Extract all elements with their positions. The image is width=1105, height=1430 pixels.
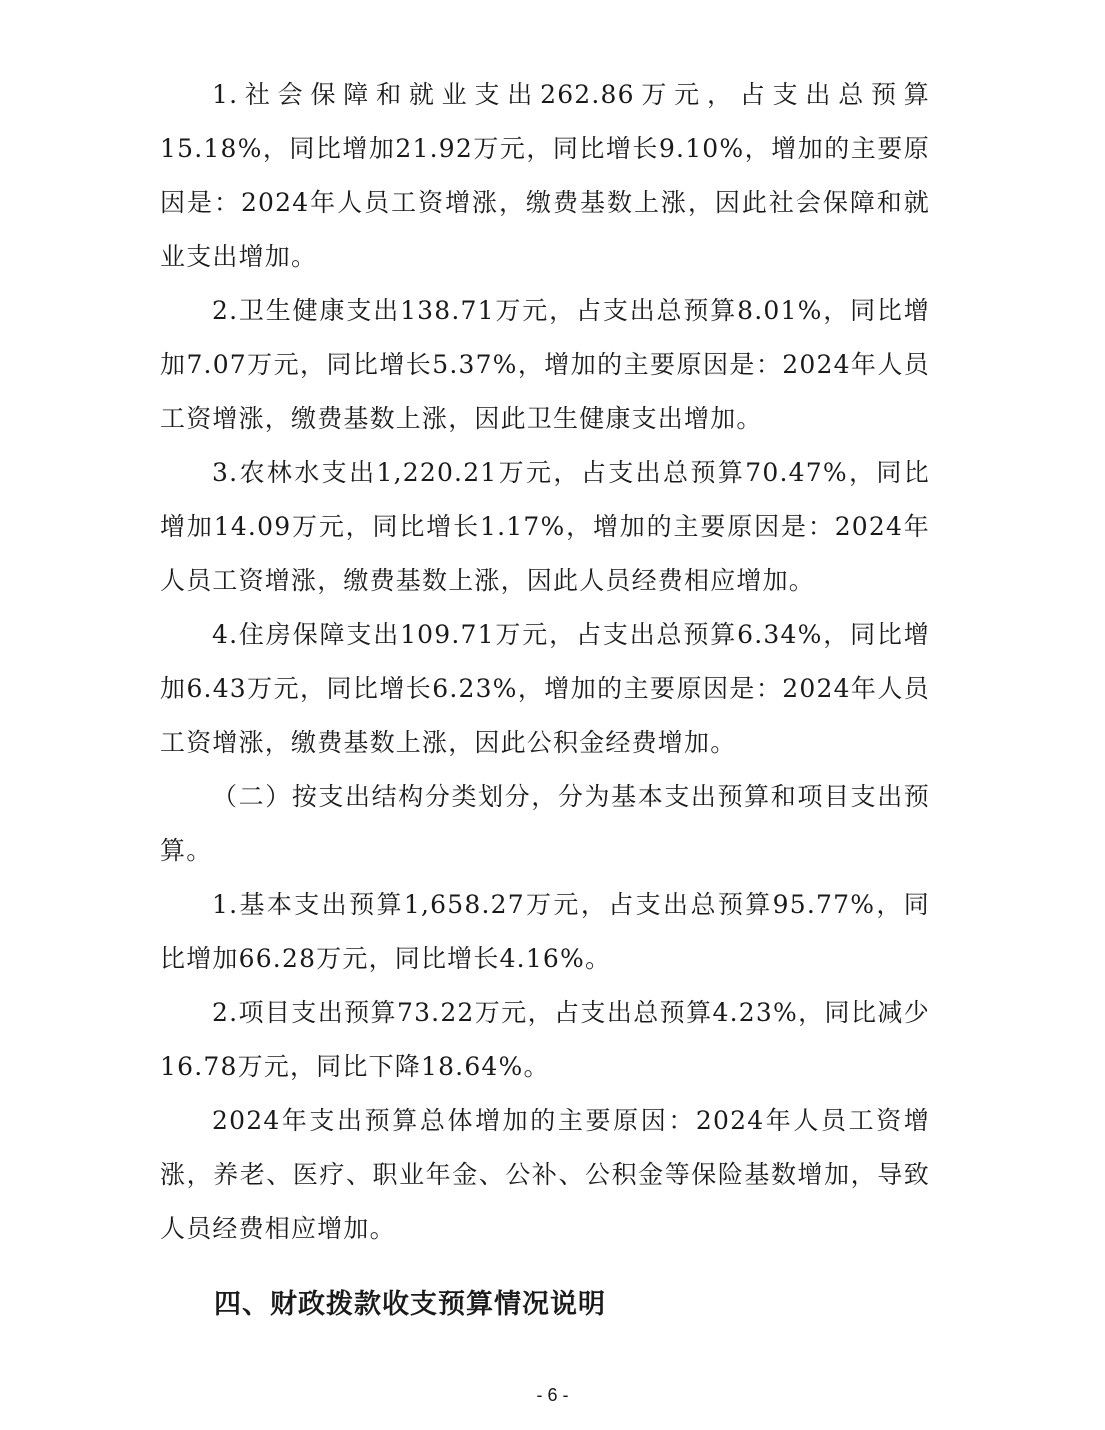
document-body — [160, 68, 930, 1256]
paragraph-project-expenditure: 2.项目支出预算73.22万元，占支出总预算4.23%，同比减少16.78万元，同比下降18.64%。 — [160, 998, 930, 1081]
paragraph-structure-classification: （二）按支出结构分类划分，分为基本支出预算和项目支出预算。 — [160, 782, 930, 865]
paragraph-health: 2.卫生健康支出138.71万元，占支出总预算8.01%，同比增加7.07万元，同比增长5.37%，增加的主要原因是：2024年人员工资增涨，缴费基数上涨，因此卫生健康支出增加。 — [160, 296, 930, 433]
paragraph-social-security: 1.社会保障和就业支出262.86万元，占支出总预算15.18%，同比增加21.92万元，同比增长9.10%，增加的主要原因是：2024年人员工资增涨，缴费基数上涨，因此社会保障和就业支出增加。 — [160, 80, 930, 271]
paragraph-overall-reason: 2024年支出预算总体增加的主要原因：2024年人员工资增涨，养老、医疗、职业年金、公补、公积金等保险基数增加，导致人员经费相应增加。 — [160, 1106, 930, 1243]
section-heading: 四、财政拨款收支预算情况说明 — [214, 1289, 606, 1320]
paragraph-basic-expenditure: 1.基本支出预算1,658.27万元，占支出总预算95.77%，同比增加66.28万元，同比增长4.16%。 — [160, 890, 930, 973]
paragraph-housing: 4.住房保障支出109.71万元，占支出总预算6.34%，同比增加6.43万元，同比增长6.23%，增加的主要原因是：2024年人员工资增涨，缴费基数上涨，因此公积金经费增加。 — [160, 620, 930, 757]
page-number: - 6 - — [536, 1385, 569, 1405]
paragraph-agriculture: 3.农林水支出1,220.21万元，占支出总预算70.47%，同比增加14.09万元，同比增长1.17%，增加的主要原因是：2024年人员工资增涨，缴费基数上涨，因此人员经费相应增加。 — [160, 458, 930, 595]
